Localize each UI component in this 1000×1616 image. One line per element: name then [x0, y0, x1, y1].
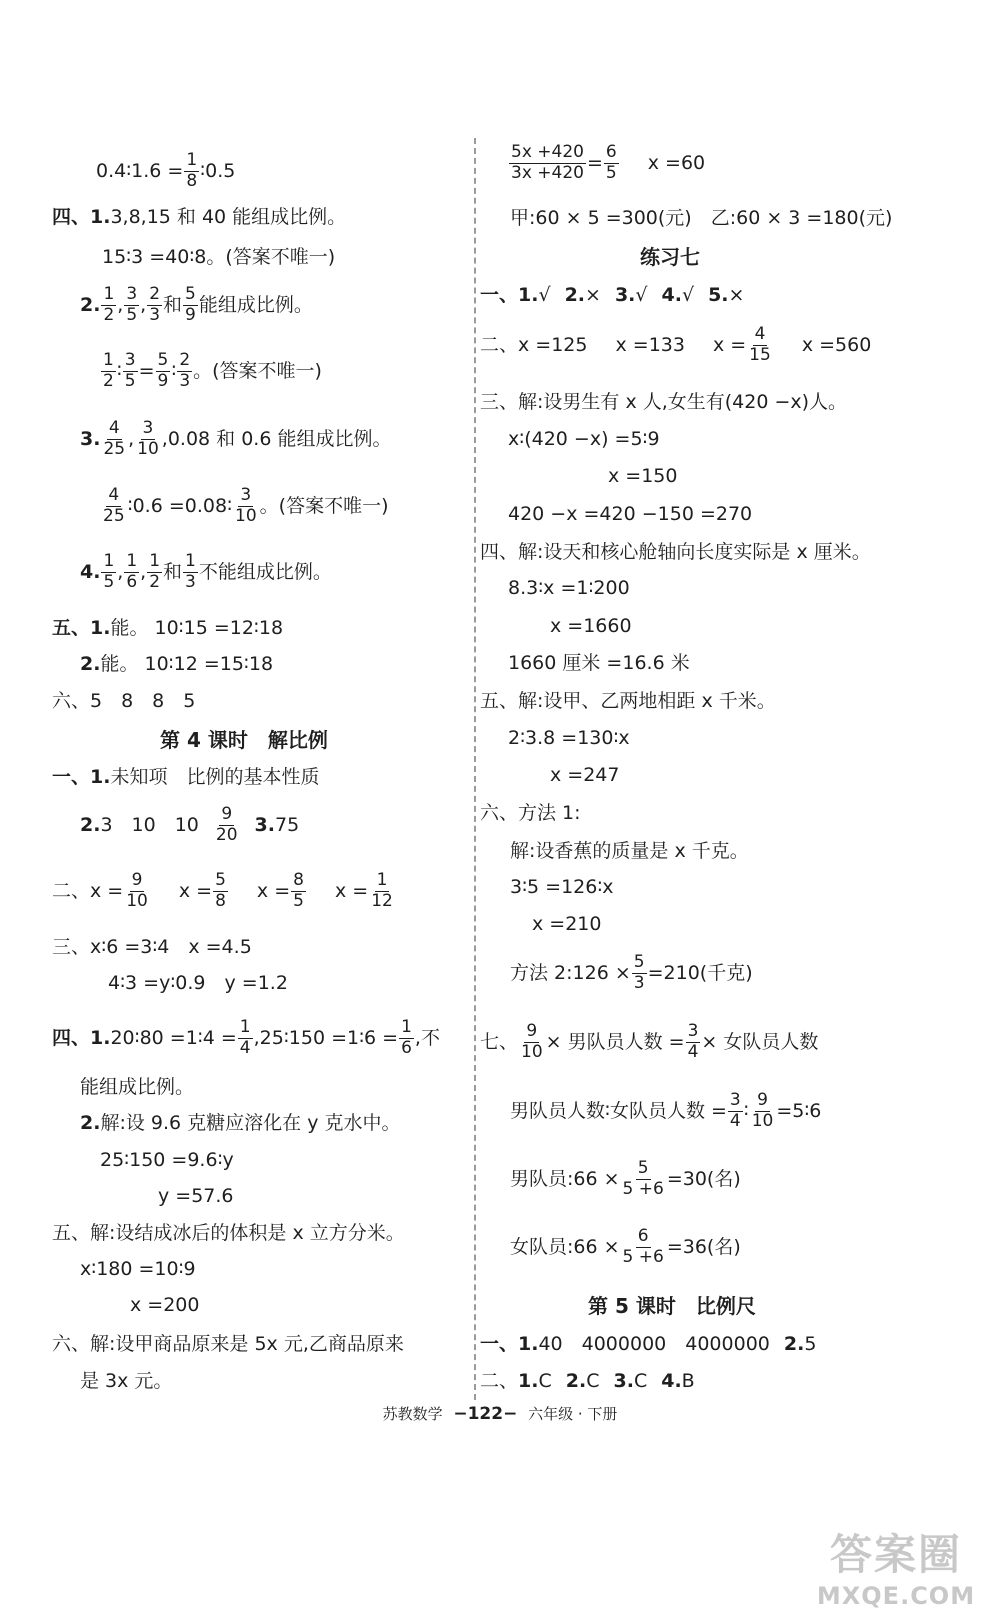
ex7-q3: 三、解:设男生有 x 人,女生有(420 −x)人。 — [480, 391, 848, 413]
ex7-q7-ratio: 男队员人数∶女队员人数 = $\frac{3}{4}$ ∶ $\frac{9}{10}$ =5∶6 — [510, 1090, 822, 1131]
ex7-q6-sol: x =210 — [532, 913, 602, 935]
lesson-4-title: 第 4 课时 解比例 — [160, 728, 328, 752]
ex7-q6-method2: 方法 2:126 × $\frac{5}{3}$ =210(千克) — [510, 952, 753, 993]
ex7-q3-eq: x∶(420 −x) =5∶9 — [508, 428, 660, 450]
ex7-q6: 六、方法 1: — [480, 802, 581, 824]
section-6: 六、5 8 8 5 — [52, 690, 196, 712]
ex7-q4-sol: x =1660 — [550, 615, 632, 637]
ex7-q3-sol: x =150 — [608, 465, 678, 487]
ex7-q4: 四、解:设天和核心舱轴向长度实际是 x 厘米。 — [480, 541, 871, 563]
lesson4-q4-2: 2. 解:设 9.6 克糖应溶化在 y 克水中。 — [80, 1112, 401, 1134]
book-title: 苏教数学 — [382, 1405, 443, 1423]
lesson4-q6: 六、解:设甲商品原来是 5x 元,乙商品原来 — [52, 1333, 404, 1355]
section-4-q4: 4. 1 5 , 1 6 , 1 2 和 1 3 不能组成比例。 — [80, 551, 332, 592]
ex7-q1: 一、1. √ 2. × 3. √ 4. √ 5. × — [480, 284, 745, 306]
lesson4-q3-2: 4∶3 =y∶0.9 y =1.2 — [108, 972, 288, 994]
ex7-q4-ans: 1660 厘米 =16.6 米 — [508, 652, 690, 674]
page-footer — [0, 1403, 1000, 1424]
lesson4-q3-1: 三、x∶6 =3∶4 x =4.5 — [52, 936, 252, 958]
ex7-q3-ans: 420 −x =420 −150 =270 — [508, 503, 753, 525]
lesson4-q6-cont: 是 3x 元。 — [80, 1370, 173, 1392]
section-4-q3-answer: 4 25 ∶0.6 =0.08∶ 3 10 。(答案不唯一) — [103, 485, 389, 526]
lesson4-q2: 二、 x = $\frac{9}{10}$ x = $\frac{5}{8}$ x = $\frac{8}{5}$ x = $\frac{1}{12}$ — [52, 870, 393, 911]
section-5-q1: 五、1. 能。 10∶15 =12∶18 — [52, 617, 284, 639]
equation-line: $\frac{5x +420}{3x +420}$ = $\frac{6}{5}$ x =60 — [511, 142, 706, 183]
lesson-5-title: 第 5 课时 比例尺 — [588, 1294, 756, 1318]
section-4-q2: 2. 1 2 , 3 5 , 2 3 和 5 9 能组成比例。 — [80, 284, 313, 325]
section-4-q3: 3. 4 25 , 3 10 ,0.08 和 0.6 能组成比例。 — [80, 418, 392, 459]
section-4-q1-answer: 15∶3 =40∶8。(答案不唯一) — [102, 246, 336, 268]
result-line: 甲:60 × 5 =300(元) 乙:60 × 3 =180(元) — [510, 207, 893, 229]
lesson4-q5-sol: x =200 — [130, 1294, 200, 1316]
lesson4-q1-1: 一、1. 未知项 比例的基本性质 — [52, 766, 320, 788]
lesson5-q1: 一、1. 40 4000000 4000000 2. 5 — [480, 1333, 817, 1355]
grade-label: 六年级 · 下册 — [528, 1405, 618, 1423]
ex7-q4-eq: 8.3∶x =1∶200 — [508, 577, 630, 599]
lesson4-q4-2-sol: y =57.6 — [158, 1185, 234, 1207]
page-number: −122− — [453, 1404, 518, 1424]
ex7-q2: 二、 x =125 x =133 x = $\frac{4}{15}$ x =560 — [480, 324, 872, 365]
answer-line: 0.4∶1.6 = $\frac{1}{8}$ ∶0.5 — [96, 150, 236, 191]
watermark-logo: 答案圈 MXQE.COM — [816, 1530, 976, 1610]
exercise-7-title: 练习七 — [640, 245, 700, 269]
lesson4-q1-2: 2. 3 10 10 9 20 3. 75 — [80, 804, 300, 845]
ex7-q5-sol: x =247 — [550, 764, 620, 786]
column-divider — [474, 138, 476, 1400]
section-5-q2: 2. 能。 10∶12 =15∶18 — [80, 653, 274, 675]
ex7-q5-eq: 2∶3.8 =130∶x — [508, 727, 630, 749]
lesson4-q4-1-cont: 能组成比例。 — [80, 1076, 195, 1098]
ex7-q6-eq: 3∶5 =126∶x — [510, 876, 614, 898]
section-4-q1: 四、1. 3,8,15 和 40 能组成比例。 — [52, 206, 347, 228]
lesson4-q5-eq: x∶180 =10∶9 — [80, 1258, 196, 1280]
lesson4-q5: 五、解:设结成冰后的体积是 x 立方分米。 — [52, 1222, 405, 1244]
ex7-q6-method1: 解:设香蕉的质量是 x 千克。 — [510, 840, 749, 862]
ex7-q7: 七、 $\frac{9}{10}$ × 男队员人数 = $\frac{3}{4}$ × 女队员人数 — [480, 1021, 819, 1062]
lesson4-q4-1: 四、1. 20∶80 =1∶4 = $\frac{1}{4}$ ,25∶150 =1∶6 = $\frac{1}{6}$ ,不 — [52, 1017, 440, 1058]
section-4-q2-answer: 1 2 ∶ $\frac{3}{5}$ = $\frac{5}{9}$ ∶ 2 3 。(答案不唯一) — [103, 350, 322, 391]
lesson4-q4-2-eq: 25∶150 =9.6∶y — [100, 1149, 234, 1171]
ex7-q7-male: 男队员:66 × $\frac{5}{5 +6}$ =30(名) — [510, 1158, 741, 1199]
ex7-q5: 五、解:设甲、乙两地相距 x 千米。 — [480, 690, 776, 712]
lesson5-q2: 二、 1. C 2. C 3. C 4. B — [480, 1370, 695, 1392]
ex7-q7-female: 女队员:66 × $\frac{6}{5 +6}$ =36(名) — [510, 1226, 741, 1267]
